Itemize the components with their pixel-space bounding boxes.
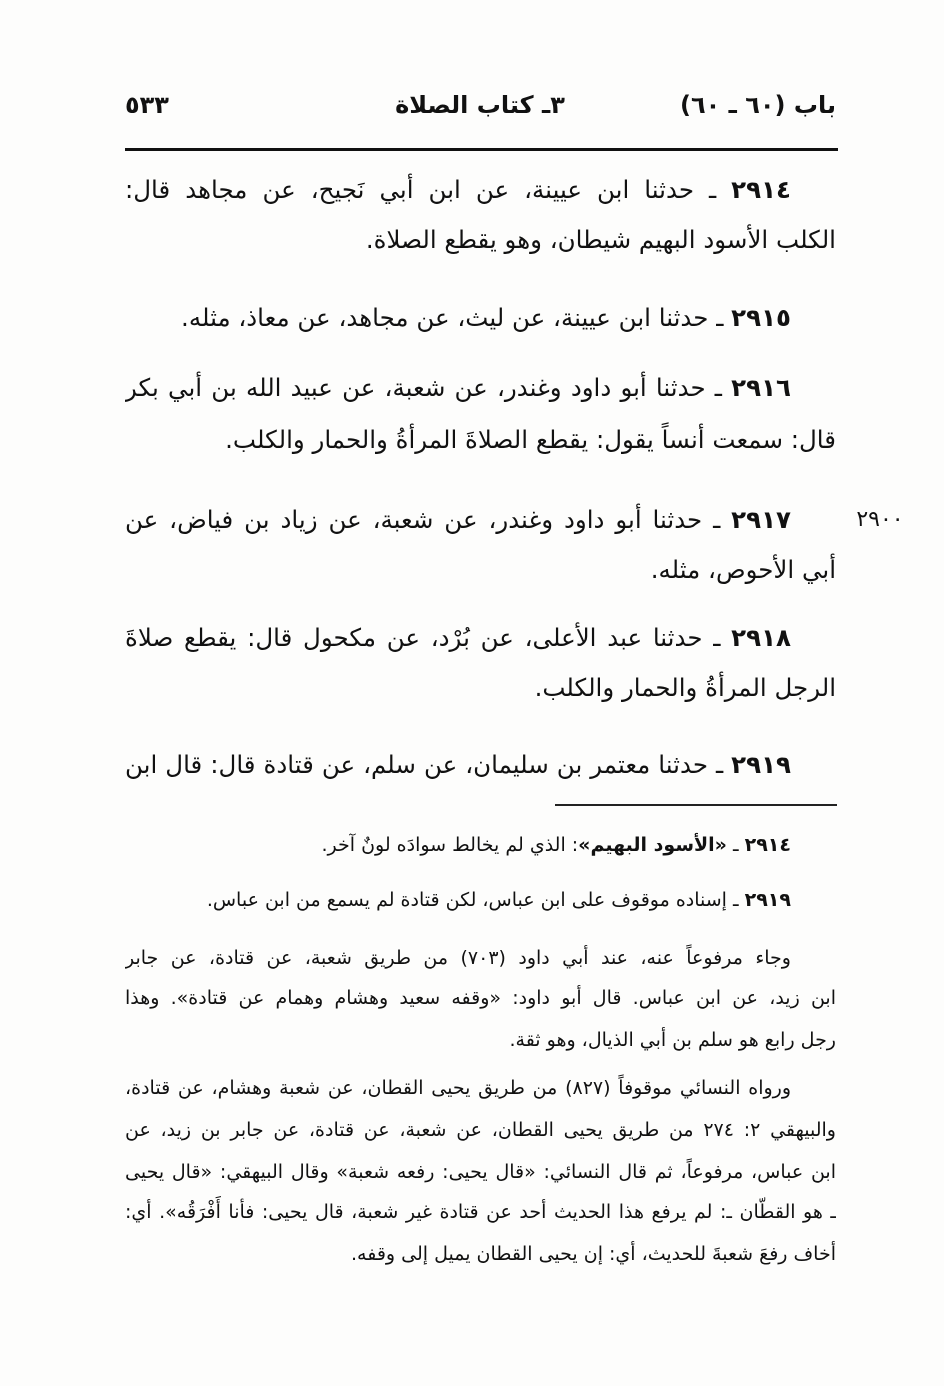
hadith-2914-line-2 (125, 215, 836, 265)
footnote-text: ـ إسناده موقوف على ابن عباس، لكن قتادة لم يسمع من ابن عباس. (206, 889, 745, 911)
hadith-number: ٢٩١٤ (731, 175, 791, 204)
hadith-2916-line-1 (125, 363, 836, 413)
footnote-text: رجل رابع هو سلم بن أبي الذيال، وهو ثقة. (509, 1029, 836, 1051)
hadith-number: ٢٩١٩ (731, 750, 791, 779)
footnote-para-2-line-5 (125, 1236, 836, 1272)
footnote-para-1-line-2 (125, 980, 836, 1016)
hadith-text: ـ حدثنا عبد الأعلى، عن بُرْد، عن مكحول قال: يقطع صلاةَ (125, 623, 732, 652)
header-rule (125, 148, 838, 151)
footnote-para-1-line-3 (125, 1022, 836, 1058)
hadith-2917-line-2 (125, 545, 836, 595)
footnote-number: ٢٩١٤ (744, 834, 791, 856)
hadith-number: ٢٩١٦ (731, 373, 791, 402)
footnote-2914 (125, 827, 836, 863)
hadith-text: قال: سمعت أنساً يقول: يقطع الصلاةَ المرأةُ والحمار والكلب. (225, 425, 836, 454)
footnote-para-1-line-1 (125, 940, 836, 976)
footnote-text: ـ هو القطّان ـ: لم يرفع هذا الحديث أحد عن قتادة غير شعبة، قال يحيى: فأنا أَفْرَقُه». أي: (125, 1201, 836, 1223)
hadith-2918-line-1 (125, 613, 836, 663)
header-chapter: باب (٦٠ ـ ٦٠) (680, 91, 836, 119)
footnote-para-2-line-3 (125, 1154, 836, 1190)
hadith-number: ٢٩١٨ (731, 623, 791, 652)
hadith-2915-line-1 (125, 293, 836, 343)
page-number: ٥٣٣ (125, 91, 169, 119)
hadith-text: الرجل المرأةُ والحمار والكلب. (534, 673, 836, 702)
footnote-text: : الذي لم يخالط سوادَه لونٌ آخر. (321, 834, 579, 856)
margin-hadith-number: ٢٩٠٠ (856, 507, 904, 532)
footnote-2919 (125, 882, 836, 918)
footnote-separator (555, 804, 837, 806)
hadith-text: ـ حدثنا أبو داود وغندر، عن شعبة، عن زياد بن فياض، عن (125, 505, 732, 534)
hadith-2916-line-2 (125, 415, 836, 465)
hadith-text: ـ حدثنا أبو داود وغندر، عن شعبة، عن عبيد الله بن أبي بكر (125, 373, 732, 402)
footnote-text: أخاف رفعَ شعبةَ للحديث، أي: إن يحيى القطان يميل إلى وقفه. (351, 1243, 836, 1265)
footnote-text: والبيهقي ٢: ٢٧٤ من طريق يحيى القطان، عن شعبة، عن قتادة، عن جابر بن زيد، عن (125, 1119, 836, 1141)
footnote-para-2-line-4 (125, 1194, 836, 1230)
hadith-2918-line-2 (125, 663, 836, 713)
footnote-text: ورواه النسائي موقوفاً (٨٢٧) من طريق يحيى القطان، عن شعبة وهشام، عن قتادة، (125, 1077, 792, 1099)
footnote-number: ٢٩١٩ (744, 889, 791, 911)
hadith-text: أبي الأحوص، مثله. (650, 555, 836, 584)
hadith-text: الكلب الأسود البهيم شيطان، وهو يقطع الصلاة. (365, 225, 836, 254)
hadith-2917-line-1 (125, 495, 836, 545)
footnote-term: «الأسود البهيم» (578, 834, 727, 856)
footnote-text: وجاء مرفوعاً عنه، عند أبي داود (٧٠٣) من طريق شعبة، عن قتادة، عن جابر (125, 947, 791, 969)
footnote-text: ابن عباس، مرفوعاً، ثم قال النسائي: «قال يحيى: رفعه شعبة» وقال البيهقي: «قال يحيى (125, 1161, 836, 1183)
footnote-para-2-line-2 (125, 1112, 836, 1148)
hadith-text: ـ حدثنا معتمر بن سليمان، عن سلم، عن قتادة قال: قال ابن (125, 750, 732, 779)
hadith-text: ـ حدثنا ابن عيينة، عن ابن أبي نَجيح، عن مجاهد قال: (125, 175, 732, 204)
footnote-dash: ـ (726, 834, 745, 856)
hadith-2914-line-1 (125, 165, 836, 215)
header-book-title: ٣ـ كتاب الصلاة (395, 91, 565, 119)
hadith-text: ـ حدثنا ابن عيينة، عن ليث، عن مجاهد، عن معاذ، مثله. (181, 303, 732, 332)
footnote-text: ابن زيد، عن ابن عباس. قال أبو داود: «وقفه سعيد وهشام وهمام عن قتادة». وهذا (125, 987, 836, 1009)
hadith-2919-line-1 (125, 740, 836, 790)
hadith-number: ٢٩١٧ (731, 505, 791, 534)
hadith-number: ٢٩١٥ (731, 303, 791, 332)
footnote-para-2-line-1 (125, 1070, 836, 1106)
